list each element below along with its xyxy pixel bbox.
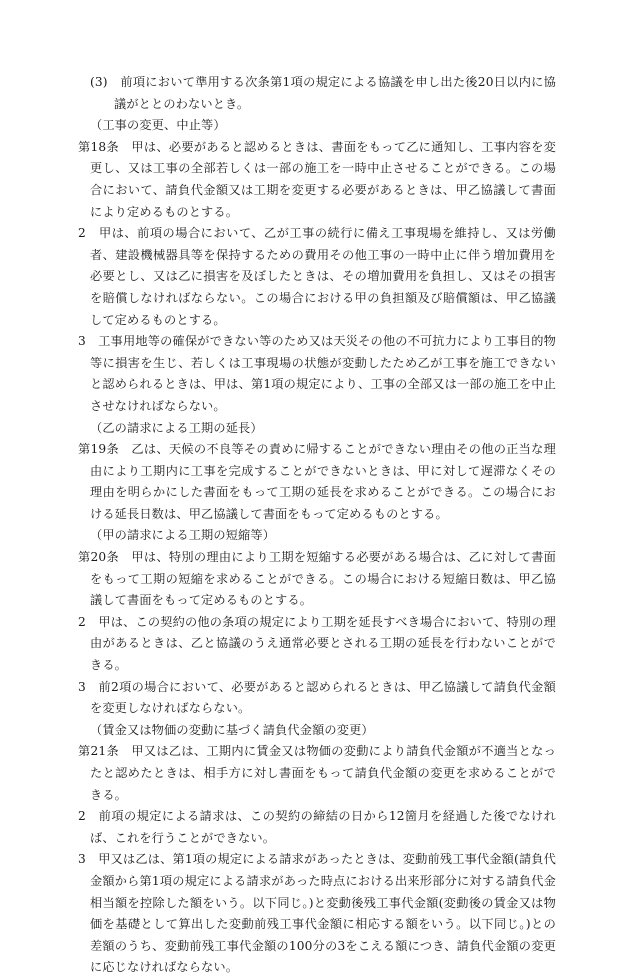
article-18-paragraph-2: 2 甲は、前項の場合において、乙が工事の続行に備え工事現場を維持し、又は労働者、建設機械器具等を保持するための費用その他工事の一時中止に伴う増加費用を必要とし、又は乙に損害を及ぼしたときは、その増加費用を負担し、又はその損害を賠償しなければならない。この場合における甲の負担額及び賠償額は、甲乙協議して定めるものとする。 <box>78 226 556 327</box>
article-21-paragraph-3: 3 甲又は乙は、第1項の規定による請求があったときは、変動前残工事代金額(請負代金額から第1項の規定による請求があった時点における出来形部分に対する請負代金相当額を控除した額をいう。以下同じ。)と変動後残工事代金額(変動後の賃金又は物価を基礎として算出した変動前残工事代金額に相応する額をいう。以下同じ。)との差額のうち、変動前残工事代金額の100分の3をこえる額につき、請負代金額の変更に応じなければならない。 <box>78 852 556 975</box>
clause-item-3: (3) 前項において準用する次条第1項の規定による協議を申し出た後20日以内に協議がととのわないとき。 <box>90 75 556 111</box>
article-20-heading: （甲の請求による工期の短縮等） <box>90 528 276 543</box>
article-18-heading: （工事の変更、中止等） <box>90 118 226 133</box>
article-18-paragraph-3: 3 工事用地等の確保ができない等のため又は天災その他の不可抗力により工事目的物等に損害を生じ、若しくは工事現場の状態が変動したため乙が工事を施工できないと認められるときは、甲は、第1項の規定により、工事の全部又は一部の施工を中止させなければならない。 <box>78 334 556 413</box>
article-20-paragraph-1: 第20条 甲は、特別の理由により工期を短縮する必要がある場合は、乙に対して書面をもって工期の短縮を求めることができる。この場合における短縮日数は、甲乙協議して書面をもって定めるものとする。 <box>78 550 556 608</box>
article-19-paragraph-1: 第19条 乙は、天候の不良等その責めに帰することができない理由その他の正当な理由により工期内に工事を完成することができないときは、甲に対して遅滞なくその理由を明らかにした書面をもって工期の延長を求めることができる。この場合における延長日数は、甲乙協議して書面をもって定めるものとする。 <box>78 442 556 521</box>
article-21-paragraph-2: 2 前項の規定による請求は、この契約の締結の日から12箇月を経過した後でなければ、これを行うことができない。 <box>78 809 556 845</box>
document-body <box>78 72 556 979</box>
article-19-heading: （乙の請求による工期の延長） <box>90 420 263 435</box>
article-21-heading: （賃金又は物価の変動に基づく請負代金額の変更） <box>90 722 374 737</box>
article-20-paragraph-2: 2 甲は、この契約の他の条項の規定により工期を延長すべき場合において、特別の理由があるときは、乙と協議のうえ通常必要とされる工期の延長を行わないことができる。 <box>78 614 556 673</box>
article-20-paragraph-3: 3 前2項の場合において、必要があると認められるときは、甲乙協議して請負代金額を変更しなければならない。 <box>78 679 556 716</box>
article-18-paragraph-1: 第18条 甲は、必要があると認めるときは、書面をもって乙に通知し、工事内容を変更し、又は工事の全部若しくは一部の施工を一時中止させることができる。この場合において、請負代金額又は工期を変更する必要があるときは、甲乙協議して書面により定めるものとする。 <box>78 139 556 219</box>
article-21-paragraph-1: 第21条 甲又は乙は、工期内に賃金又は物価の変動により請負代金額が不適当となったと認めたときは、相手方に対し書面をもって請負代金額の変更を求めることができる。 <box>78 744 556 802</box>
